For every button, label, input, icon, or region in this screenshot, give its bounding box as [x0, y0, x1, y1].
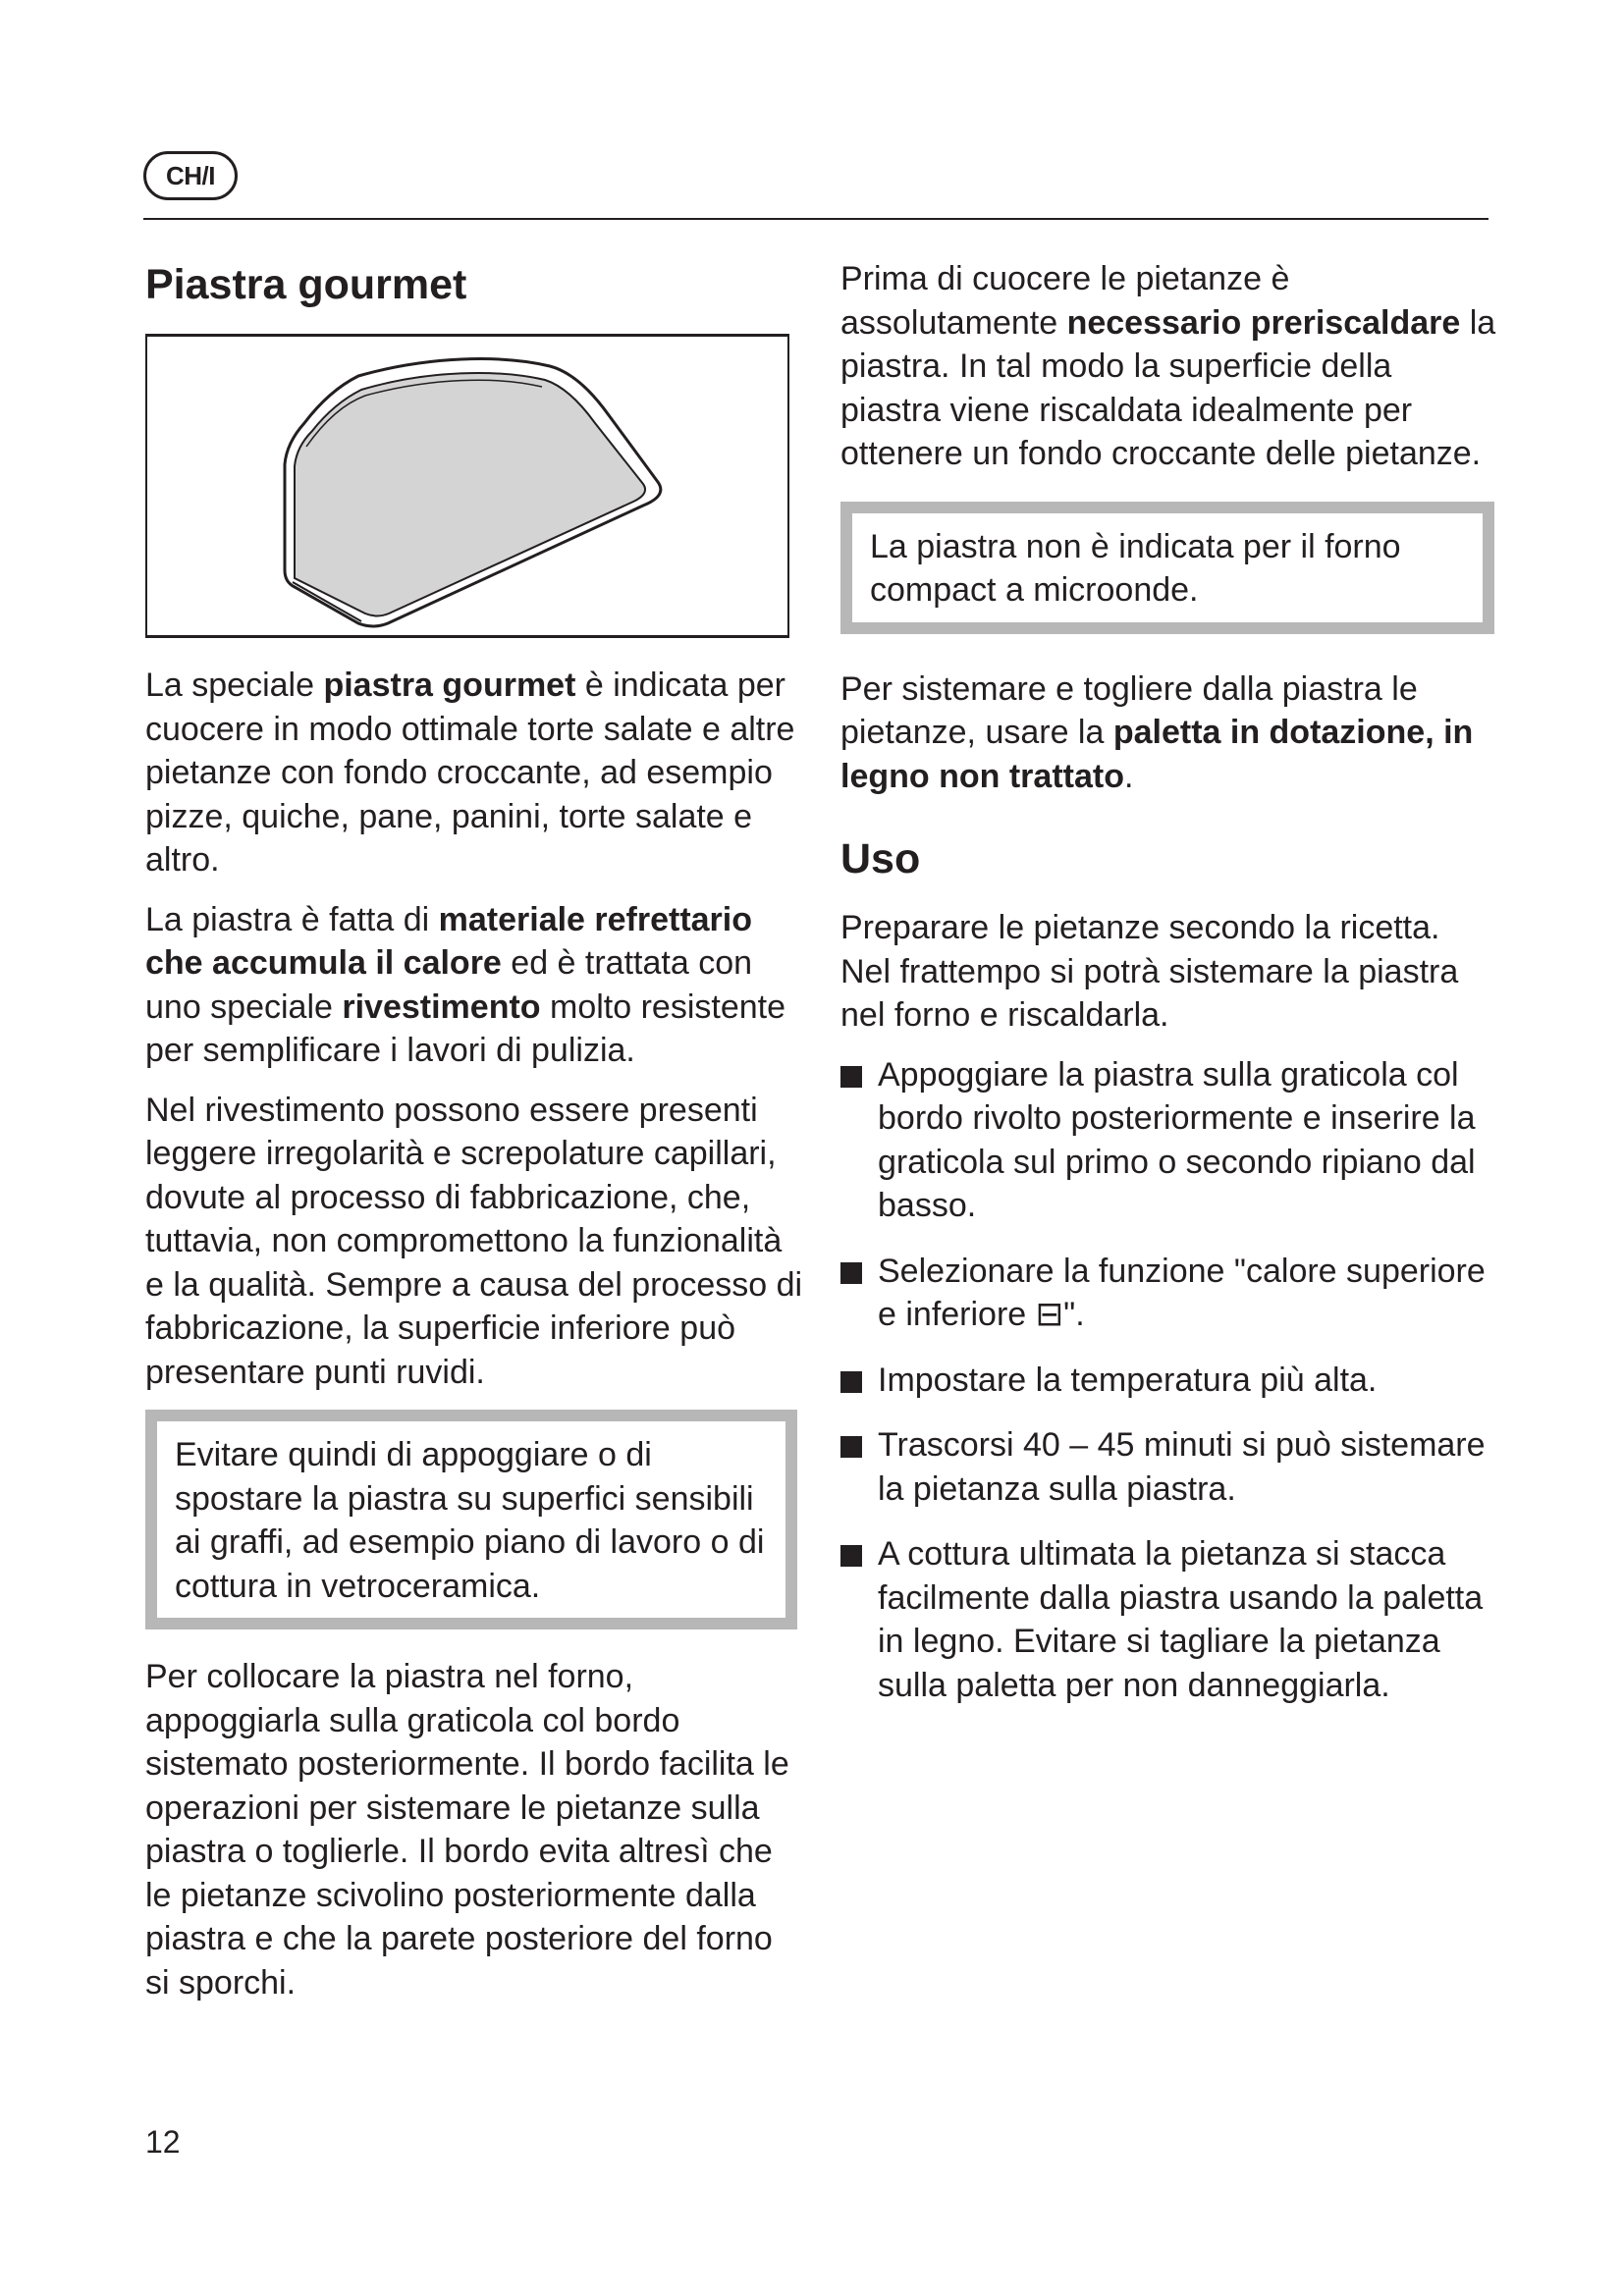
square-bullet-icon — [840, 1066, 862, 1088]
section-title-piastra-gourmet: Piastra gourmet — [145, 261, 467, 308]
left-column — [145, 257, 803, 2020]
gourmet-baking-stone-icon — [147, 337, 787, 635]
list-item: Selezionare la funzione "calore superiore e inferiore ⊟". — [840, 1250, 1498, 1337]
placement-paragraph: Per collocare la piastra nel forno, appoggiarla sulla graticola col bordo sistemato posteriormente. Il bordo facilita le operazioni per sistemare le pietanze sulla piastra o toglierle. Il bordo evita altresì che le pietanze scivolino posteriormente dalla piastra e che la parete posteriore del forno si sporchi. — [145, 1658, 789, 2002]
square-bullet-icon — [840, 1262, 862, 1284]
country-code-badge: CH/I — [143, 151, 238, 200]
page-number: 12 — [145, 2124, 181, 2160]
paddle-paragraph: Per sistemare e togliere dalla piastra le pietanze, usare la paletta in dotazione, in legno non trattato. — [840, 669, 1474, 795]
microwave-warning-note: La piastra non è indicata per il forno compact a microonde. — [840, 502, 1494, 634]
list-item: Trascorsi 40 – 45 minuti si può sistemare la pietanza sulla piastra. — [840, 1423, 1498, 1511]
usage-steps-list — [840, 1053, 1498, 1708]
list-item: Appoggiare la piastra sulla graticola col bordo rivolto posteriormente e inserire la graticola sul primo o secondo ripiano dal basso. — [840, 1053, 1498, 1228]
square-bullet-icon — [840, 1545, 862, 1567]
scratch-warning-note: Evitare quindi di appoggiare o di spostare la piastra su superfici sensibili ai graffi, ad esempio piano di lavoro o di cottura in vetroceramica. — [145, 1410, 797, 1629]
coating-paragraph: Nel rivestimento possono essere presenti leggere irregolarità e screpolature capillari, dovute al processo di fabbricazione, che, tuttavia, non compromettono la funzionalità e la qualità. Sempre a causa del processo di fabbricazione, la superficie inferiore può presentare punti ruvidi. — [145, 1091, 803, 1391]
list-item: A cottura ultimata la pietanza si stacca facilmente dalla piastra usando la paletta in legno. Evitare si tagliare la pietanza sulla paletta per non danneggiarla. — [840, 1532, 1498, 1707]
material-paragraph: La piastra è fatta di materiale refrettario che accumula il calore ed è trattata con uno speciale rivestimento molto resistente per semplificare i lavori di pulizia. — [145, 900, 786, 1069]
section-title-uso: Uso — [840, 835, 921, 882]
square-bullet-icon — [840, 1371, 862, 1393]
uso-intro-paragraph: Preparare le pietanze secondo la ricetta. Nel frattempo si potrà sistemare la piastra nel forno e riscaldarla. — [840, 909, 1459, 1034]
intro-paragraph: La speciale piastra gourmet è indicata per cuocere in modo ottimale torte salate e altre pietanze con fondo croccante, ad esempio pizze, quiche, pane, panini, torte salate e altro. — [145, 667, 795, 879]
right-column — [840, 257, 1498, 1729]
header-divider — [143, 218, 1489, 220]
square-bullet-icon — [840, 1436, 862, 1458]
list-item: Impostare la temperatura più alta. — [840, 1359, 1498, 1403]
baking-stone-illustration — [145, 334, 789, 638]
preheat-paragraph: Prima di cuocere le pietanze è assolutamente necessario preriscaldare la piastra. In tal modo la superficie della piastra viene riscaldata idealmente per ottenere un fondo croccante delle pietanze. — [840, 260, 1496, 472]
